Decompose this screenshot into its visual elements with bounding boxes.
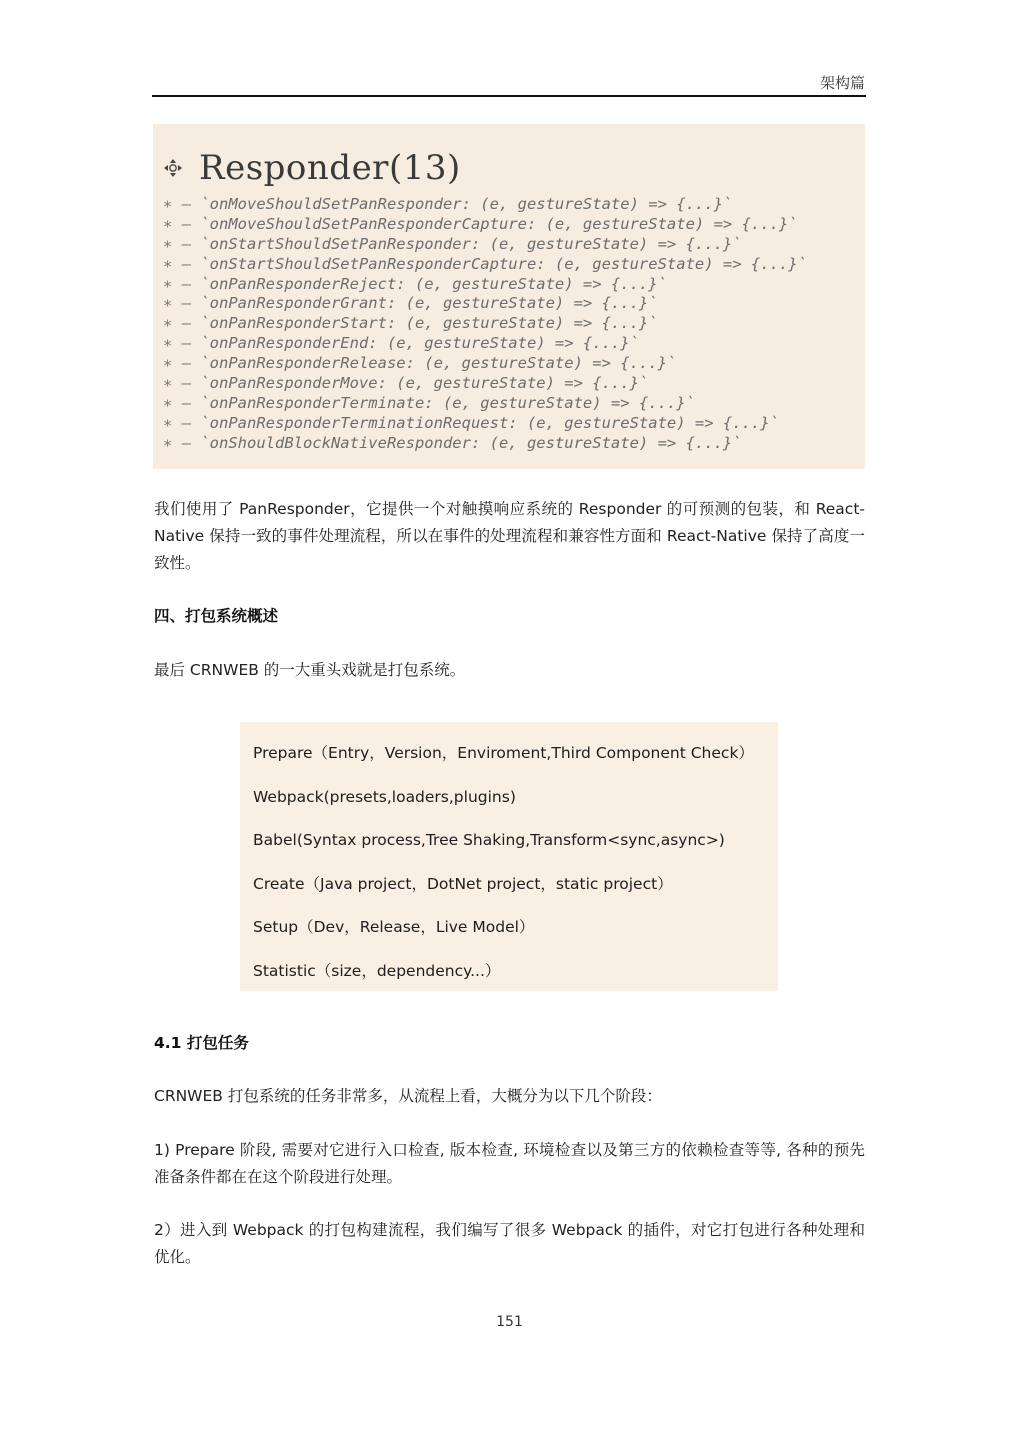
figure-title: Responder(13) <box>199 148 461 188</box>
body-paragraph-intro: 最后 CRNWEB 的一大重头戏就是打包系统。 <box>154 661 466 679</box>
section-heading-packaging: 四、打包系统概述 <box>154 607 279 625</box>
step-babel: Babel(Syntax process,Tree Shaking,Transform<sync,async>) <box>253 831 725 849</box>
code-line: ∗ – `onStartShouldSetPanResponderCapture: (e, gestureState) => {...}` <box>163 254 807 273</box>
code-line: ∗ – `onPanResponderTerminate: (e, gestureState) => {...}` <box>163 393 695 412</box>
move-icon <box>163 158 183 178</box>
code-line: ∗ – `onMoveShouldSetPanResponderCapture: (e, gestureState) => {...}` <box>163 214 798 233</box>
step-setup: Setup（Dev，Release，Live Model） <box>253 918 535 936</box>
code-line: ∗ – `onPanResponderGrant: (e, gestureState) => {...}` <box>163 294 658 313</box>
packaging-steps-list <box>253 740 754 1001</box>
step-create: Create（Java project，DotNet project，static project） <box>253 874 673 893</box>
code-line: ∗ – `onPanResponderStart: (e, gestureState) => {...}` <box>163 314 658 333</box>
code-line: ∗ – `onStartShouldSetPanResponder: (e, gestureState) => {...}` <box>163 234 742 253</box>
packaging-steps-figure <box>240 722 778 991</box>
code-line: ∗ – `onPanResponderMove: (e, gestureState) => {...}` <box>163 374 649 393</box>
responder-figure <box>153 124 865 469</box>
step-webpack: Webpack(presets,loaders,plugins) <box>253 787 516 806</box>
step-prepare: Prepare（Entry，Version，Enviroment,Third Component Check） <box>253 744 754 762</box>
code-line: ∗ – `onShouldBlockNativeResponder: (e, gestureState) => {...}` <box>163 433 742 452</box>
code-line: ∗ – `onPanResponderEnd: (e, gestureState) => {...}` <box>163 334 639 353</box>
page-number: 151 <box>496 1314 523 1330</box>
body-paragraph-webpack: 2）进入到 Webpack 的打包构建流程，我们编写了很多 Webpack 的插件，对它打包进行各种处理和优化。 <box>154 1221 865 1266</box>
code-line: ∗ – `onMoveShouldSetPanResponder: (e, gestureState) => {...}` <box>163 195 733 213</box>
body-paragraph-stages: CRNWEB 打包系统的任务非常多，从流程上看，大概分为以下几个阶段： <box>154 1087 662 1105</box>
body-paragraph-prepare: 1) Prepare 阶段, 需要对它进行入口检查, 版本检查, 环境检查以及第三方的依赖检查等等, 各种的预先准备条件都在在这个阶段进行处理。 <box>154 1141 865 1186</box>
figure-title-row <box>163 144 461 192</box>
code-line: ∗ – `onPanResponderTerminationRequest: (e, gestureState) => {...}` <box>163 413 779 432</box>
header-divider <box>152 95 866 97</box>
code-line: ∗ – `onPanResponderRelease: (e, gestureState) => {...}` <box>163 354 677 373</box>
subsection-heading-tasks: 4.1 打包任务 <box>154 1034 249 1052</box>
body-paragraph-panresponder: 我们使用了 PanResponder，它提供一个对触摸响应系统的 Responder 的可预测的包装，和 React-Native 保持一致的事件处理流程，所以在事件的处理流程和兼容性方面和 React-Native 保持了高度一致性。 <box>154 500 865 572</box>
step-statistic: Statistic（size，dependency...） <box>253 961 501 980</box>
running-header: 架构篇 <box>819 74 865 92</box>
code-line: ∗ – `onPanResponderReject: (e, gestureState) => {...}` <box>163 274 667 293</box>
responder-method-list <box>163 195 807 454</box>
